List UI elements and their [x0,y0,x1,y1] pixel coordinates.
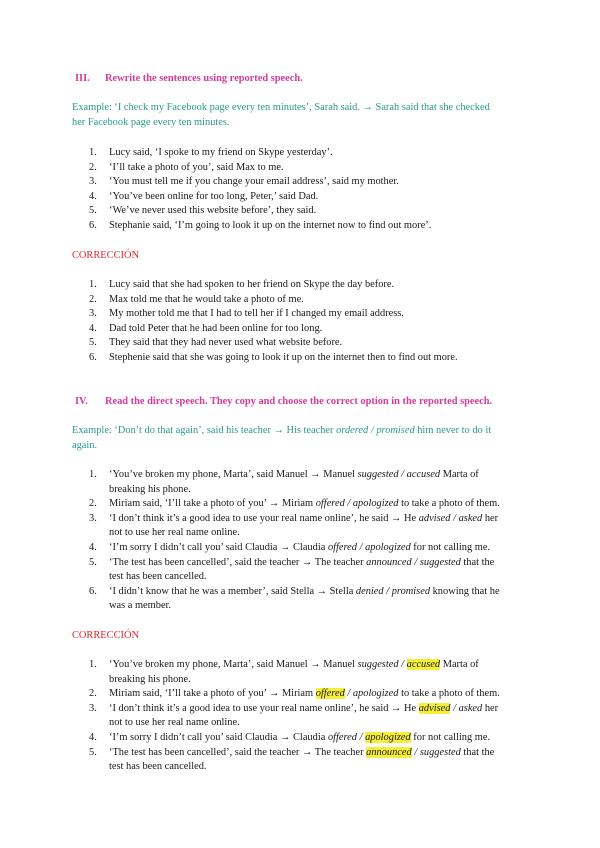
section-4-number: IV. [75,396,88,407]
section-4-title: Read the direct speech. They copy and choose the correct option in the reported speech. [105,396,493,407]
highlighted-answer: accused [406,659,441,670]
list-item: 5. ‘The test has been cancelled’, said the teacher → The teacher announced / suggested that the test has been cancelled. [89,556,495,583]
section-4-example-line-1: Example: ‘Don’t do that again’, said his teacher → His teacher ordered / promised him never to do it [72,425,492,436]
list-item: 5. They said that they had never used what website before. [89,337,343,349]
highlighted-answer: advised [418,702,451,714]
section-4-example-line-2: again. [72,439,98,451]
section-3-example-line-2: her Facebook page every ten minutes. [72,116,230,128]
section-4-example [72,424,534,453]
list-item: 3. ‘I don’t think it’s a good idea to use your real name online’, he said → He advised / asked her not to use her real name online. [89,702,499,729]
highlighted-answer: apologized [365,731,411,743]
list-item: 6. Stephanie said, ‘I’m going to look it up on the internet now to find out more’. [89,219,432,231]
section-3-number: III. [75,73,90,84]
list-item: 1. ‘You’ve broken my phone, Marta’, said Manuel → Manuel suggested / accused Marta of breaking his phone. [89,469,479,495]
section-4-exercise-list [72,468,532,614]
list-item: 3. ‘You must tell me if you change your email address’, said my mother. [89,176,399,188]
list-item: 1. ‘You’ve broken my phone, Marta’, said Manuel → Manuel suggested / accused Marta of breaking his phone. [89,659,479,685]
section-3-example [72,101,534,130]
highlighted-answer: offered [315,688,345,700]
list-item: 5. ‘The test has been cancelled’, said the teacher → The teacher announced / suggested that the test has been cancelled. [89,746,495,773]
section-4-correccion-label: CORRECCIÓN [72,630,139,641]
section-3-heading [75,72,555,87]
section-3-correccion-label: CORRECCIÓN [72,250,139,261]
list-item: 4. ‘I’m sorry I didn’t call you’ said Claudia → Claudia offered / apologized for not calling me. [89,731,491,743]
list-item: 2. ‘I’ll take a photo of you’, said Max to me. [89,161,284,173]
list-item: 5. ‘We’ve never used this website before’, they said. [89,205,317,217]
list-item: 6. ‘I didn’t know that he was a member’, said Stella → Stella denied / promised knowing that he was a member. [89,585,500,612]
list-item: 4. ‘I’m sorry I didn’t call you’ said Claudia → Claudia offered / apologized for not calling me. [89,541,491,553]
highlighted-answer: announced [366,746,412,758]
list-item: 1. Lucy said that she had spoken to her friend on Skype the day before. [89,279,395,290]
list-item: 4. Dad told Peter that he had been online for too long. [89,322,323,334]
list-item: 3. My mother told me that I had to tell her if I changed my email address. [89,308,404,320]
list-item: 6. Stephenie said that she was going to look it up on the internet then to find out more. [89,351,458,363]
list-item: 2. Miriam said, ‘I’ll take a photo of you’ → Miriam offered / apologized to take a photo of them. [89,688,500,700]
section-3-title: Rewrite the sentences using reported speech. [105,73,303,84]
section-4-heading [75,395,555,410]
section-3-exercise-list [72,146,532,234]
section-3-example-line-1: Example: ‘I check my Facebook page every ten minutes’, Sarah said. → Sarah said that she checked [72,102,490,113]
section-4-answer-list [72,658,532,775]
list-item: 4. ‘You’ve been online for too long, Peter,’ said Dad. [89,190,319,202]
list-item: 1. Lucy said, ‘I spoke to my friend on Skype yesterday’. [89,147,333,158]
section-3-answer-list [72,278,532,366]
list-item: 2. Miriam said, ‘I’ll take a photo of you’ → Miriam offered / apologized to take a photo of them. [89,498,500,510]
list-item: 2. Max told me that he would take a photo of me. [89,293,304,305]
list-item: 3. ‘I don’t think it’s a good idea to use your real name online’, he said → He advised / asked her not to use her real name online. [89,512,499,539]
